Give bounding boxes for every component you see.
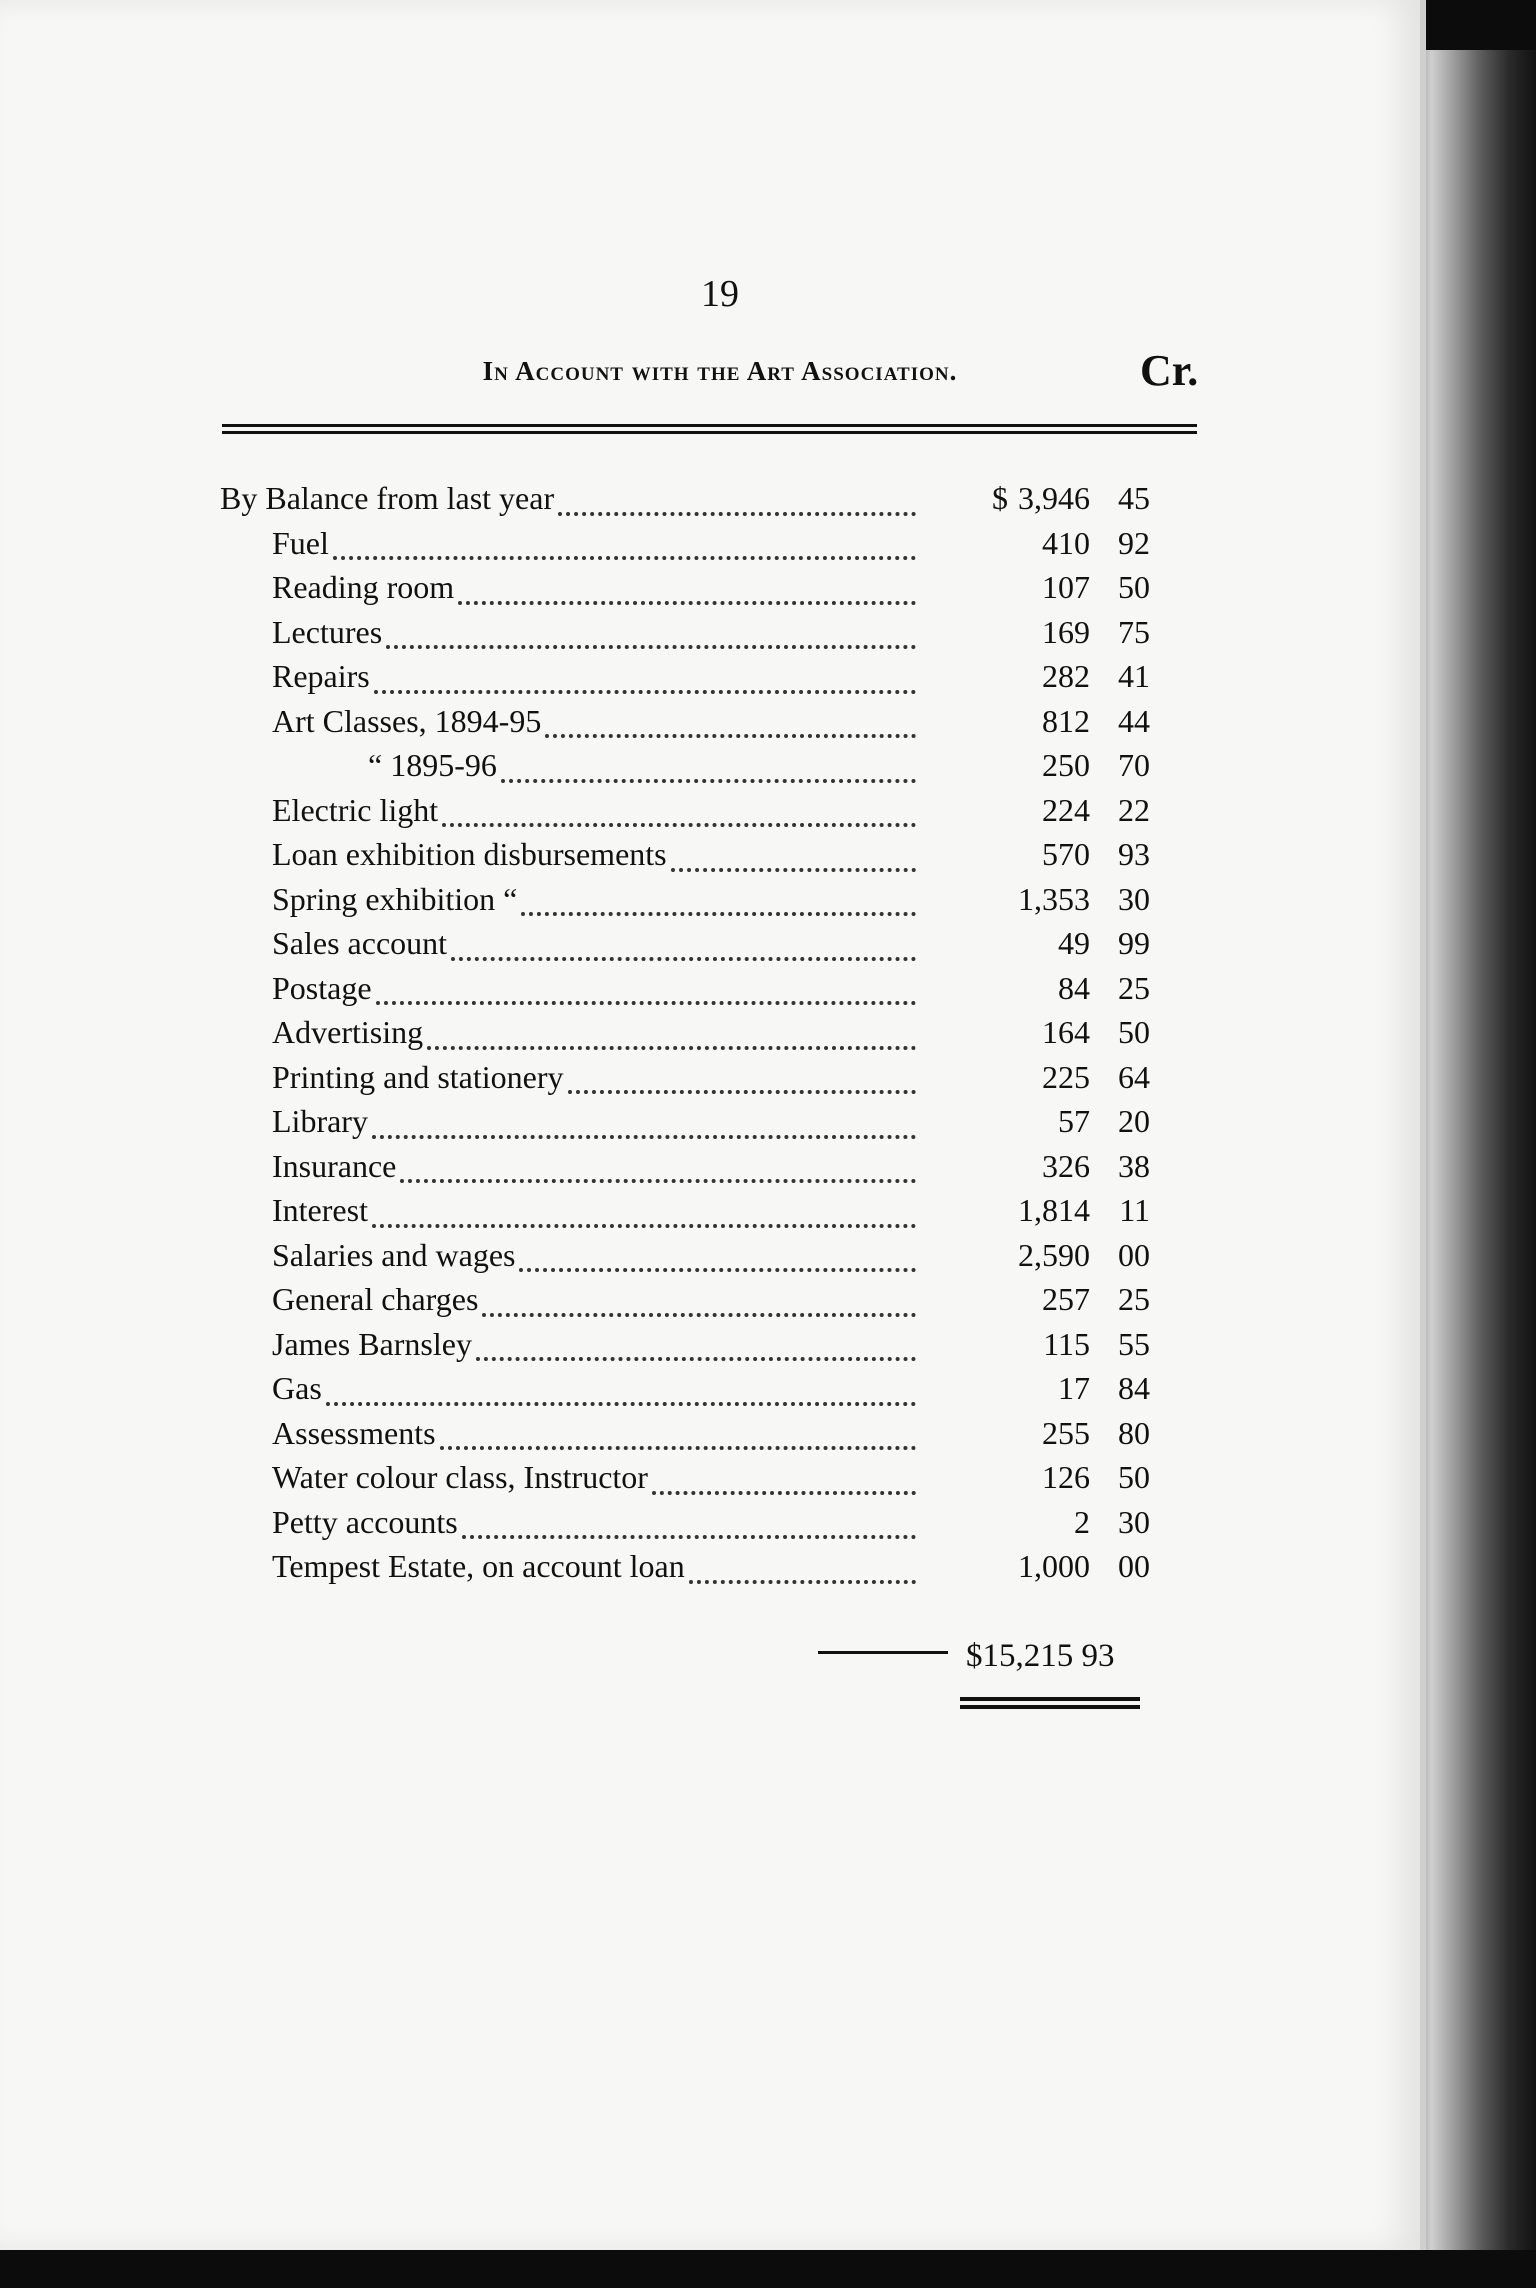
entry-dollars [920, 792, 1090, 829]
entry-label: Interest [272, 1192, 368, 1228]
dot-leader [376, 1001, 916, 1005]
entry-label: James Barnsley [272, 1325, 472, 1362]
dot-leader [476, 1357, 916, 1361]
entry-dollars [920, 1504, 1090, 1541]
dot-leader [519, 1268, 916, 1272]
ledger-row [220, 525, 1150, 570]
ledger-row [220, 1059, 1150, 1104]
entry-dollars [920, 1103, 1090, 1140]
entry-label: Fuel [272, 524, 329, 561]
dot-leader [427, 1046, 916, 1050]
entry-dollars-value: 84 [1058, 969, 1090, 1006]
credit-side-label: Cr. [1140, 346, 1199, 395]
entry-label: Lectures [272, 613, 383, 650]
entry-dollars [920, 525, 1090, 562]
dot-leader [372, 1224, 916, 1228]
entry-cents: 75 [1118, 613, 1150, 650]
currency-symbol: $ [992, 480, 1008, 516]
entry-dollars-value: 250 [1042, 747, 1090, 783]
ledger-row [220, 836, 1150, 881]
scan-bottom-border [0, 2250, 1536, 2288]
dot-leader [442, 823, 916, 827]
dot-leader [333, 556, 916, 560]
entry-label: Water colour class, Instructor [272, 1459, 648, 1495]
entry-cents: 84 [1118, 1370, 1150, 1406]
entry-cents: 41 [1118, 658, 1150, 694]
entry-cents: 30 [1118, 1503, 1150, 1540]
entry-label: Printing and stationery [272, 1058, 564, 1095]
entry-cents: 50 [1118, 1014, 1150, 1050]
entry-dollars [920, 1059, 1090, 1096]
entry-label: Electric light [272, 791, 439, 828]
entry-cents: 11 [1119, 1192, 1150, 1228]
entry-label: Sales account [272, 925, 448, 961]
entry-dollars-value: 225 [1042, 1058, 1090, 1095]
entry-cents: 50 [1118, 569, 1150, 605]
entry-cents: 44 [1118, 702, 1150, 739]
ledger-row [220, 1281, 1150, 1326]
entry-label: By Balance from last year [220, 480, 555, 516]
entry-cents: 99 [1118, 925, 1150, 961]
entry-dollars [920, 480, 1090, 517]
ledger-entries [220, 480, 1150, 1593]
entry-label: Insurance [272, 1147, 397, 1184]
entry-label: Library [272, 1103, 368, 1139]
entry-label: General charges [272, 1281, 479, 1317]
entry-dollars-value: 326 [1042, 1147, 1090, 1184]
entry-label: Tempest Estate, on account loan [272, 1548, 685, 1584]
entry-cents: 45 [1118, 480, 1150, 516]
entry-dollars [920, 614, 1090, 651]
entry-dollars [920, 1326, 1090, 1363]
entry-cents: 70 [1118, 747, 1150, 783]
entry-dollars-value: 1,814 [1018, 1192, 1090, 1228]
heading-rule-top [222, 424, 1197, 427]
ledger-row [220, 1504, 1150, 1549]
ledger-row [220, 1237, 1150, 1282]
dot-leader [374, 690, 916, 694]
ledger-row [220, 1415, 1150, 1460]
entry-label: Gas [272, 1370, 322, 1406]
entry-dollars [920, 1548, 1090, 1585]
entry-cents: 30 [1118, 880, 1150, 917]
ledger-row [220, 1459, 1150, 1504]
entry-cents: 50 [1118, 1459, 1150, 1495]
entry-dollars-value: 2,590 [1018, 1236, 1090, 1273]
entry-dollars [920, 569, 1090, 606]
entry-cents: 64 [1118, 1058, 1150, 1095]
dot-leader [326, 1402, 916, 1406]
ledger-row [220, 703, 1150, 748]
entry-cents: 22 [1118, 791, 1150, 828]
dot-leader [521, 912, 916, 916]
entry-dollars [920, 925, 1090, 962]
entry-dollars-value: 570 [1042, 836, 1090, 872]
entry-dollars-value: 164 [1042, 1014, 1090, 1050]
entry-dollars [920, 1459, 1090, 1496]
dot-leader [400, 1179, 916, 1183]
entry-dollars [920, 1014, 1090, 1051]
entry-dollars-value: 49 [1058, 925, 1090, 961]
entry-dollars-value: 410 [1042, 524, 1090, 561]
ledger-total: $15,215 93 [966, 1638, 1115, 1674]
ledger-row [220, 614, 1150, 659]
entry-cents: 92 [1118, 524, 1150, 561]
entry-dollars [920, 1370, 1090, 1407]
page-heading: In Account with the Art Association. [482, 356, 958, 386]
entry-label: Spring exhibition “ [272, 880, 518, 917]
entry-label: Petty accounts [272, 1503, 458, 1540]
entry-cents: 93 [1118, 836, 1150, 872]
entry-cents: 38 [1118, 1147, 1150, 1184]
entry-dollars-value: 1,000 [1018, 1548, 1090, 1584]
ledger-row [220, 881, 1150, 926]
dot-leader [451, 957, 916, 961]
entry-dollars [920, 1237, 1090, 1274]
page-number: 19 [701, 273, 739, 315]
entry-dollars [920, 970, 1090, 1007]
entry-dollars [920, 1281, 1090, 1318]
dot-leader [689, 1580, 916, 1584]
entry-label: “ 1895-96 [368, 747, 497, 783]
closing-rule-bottom [960, 1705, 1140, 1709]
dot-leader [558, 512, 916, 516]
entry-dollars-value: 282 [1042, 658, 1090, 694]
dot-leader [372, 1135, 916, 1139]
ledger-row [220, 1103, 1150, 1148]
ledger-row [220, 1548, 1150, 1593]
ledger-row [220, 1370, 1150, 1415]
dot-leader [462, 1535, 916, 1539]
ledger-row [220, 747, 1150, 792]
entry-dollars-value: 107 [1042, 569, 1090, 605]
entry-cents: 80 [1118, 1414, 1150, 1451]
entry-label: Postage [272, 969, 372, 1006]
ledger-row [220, 1014, 1150, 1059]
dot-leader [652, 1491, 916, 1495]
ledger-row [220, 792, 1150, 837]
dot-leader [568, 1090, 916, 1094]
entry-dollars-value: 812 [1042, 702, 1090, 739]
entry-dollars [920, 658, 1090, 695]
heading-rule-bottom [222, 431, 1197, 434]
entry-dollars [920, 881, 1090, 918]
dot-leader [458, 601, 916, 605]
entry-dollars-value: 57 [1058, 1103, 1090, 1139]
entry-dollars-value: 3,946 [1018, 480, 1090, 516]
entry-dollars [920, 1148, 1090, 1185]
dot-leader [671, 868, 916, 872]
entry-dollars-value: 115 [1043, 1325, 1090, 1362]
entry-label: Advertising [272, 1014, 424, 1050]
entry-label: Repairs [272, 658, 370, 694]
entry-cents: 25 [1118, 969, 1150, 1006]
entry-cents: 00 [1118, 1548, 1150, 1584]
entry-dollars-value: 224 [1042, 791, 1090, 828]
entry-dollars-value: 255 [1042, 1414, 1090, 1451]
dot-leader [386, 645, 916, 649]
entry-label: Art Classes, 1894-95 [272, 702, 542, 739]
ledger-row [220, 925, 1150, 970]
entry-label: Assessments [272, 1414, 436, 1451]
entry-cents: 25 [1118, 1281, 1150, 1317]
ledger-row [220, 658, 1150, 703]
entry-cents: 55 [1118, 1325, 1150, 1362]
ledger-row [220, 569, 1150, 614]
total-lead-rule [818, 1651, 948, 1654]
entry-dollars [920, 747, 1090, 784]
entry-label: Salaries and wages [272, 1236, 516, 1273]
entry-label: Reading room [272, 569, 455, 605]
entry-dollars [920, 836, 1090, 873]
entry-label: Loan exhibition disbursements [272, 836, 667, 872]
entry-dollars [920, 703, 1090, 740]
ledger-row [220, 1192, 1150, 1237]
entry-cents: 20 [1118, 1103, 1150, 1139]
entry-dollars [920, 1415, 1090, 1452]
entry-dollars-value: 126 [1042, 1459, 1090, 1495]
ledger-row [220, 1148, 1150, 1193]
entry-cents: 00 [1118, 1236, 1150, 1273]
entry-dollars-value: 2 [1074, 1503, 1090, 1540]
dot-leader [482, 1313, 916, 1317]
entry-dollars-value: 169 [1042, 613, 1090, 650]
dot-leader [545, 734, 916, 738]
ledger-row [220, 1326, 1150, 1371]
dot-leader [440, 1446, 916, 1450]
entry-dollars [920, 1192, 1090, 1229]
ledger-row [220, 970, 1150, 1015]
entry-dollars-value: 1,353 [1018, 880, 1090, 917]
entry-dollars-value: 257 [1042, 1281, 1090, 1317]
dot-leader [501, 779, 916, 783]
ledger-row [220, 480, 1150, 525]
closing-rule-top [960, 1697, 1140, 1701]
entry-dollars-value: 17 [1058, 1370, 1090, 1406]
